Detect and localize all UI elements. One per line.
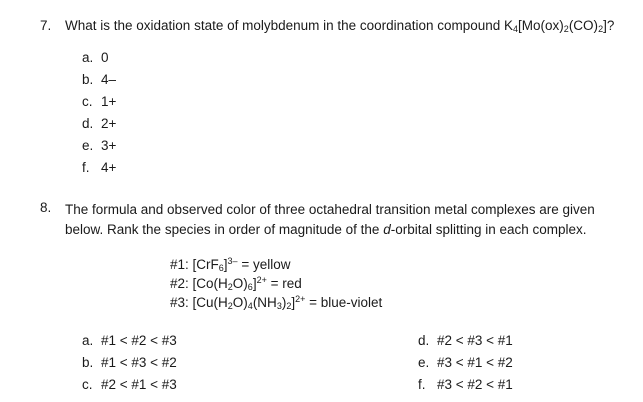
q7-option-c[interactable]: c. 1+ (82, 94, 117, 109)
species-3: #3: $[Cu(H_2O)_4(NH_3)_2]^{2+}$ = blue-violet (170, 294, 383, 311)
q8-option-e[interactable]: e. #3 < #1 < #2 (418, 355, 513, 370)
q8-option-f[interactable]: f. #3 < #2 < #1 (418, 377, 513, 392)
q7-option-e[interactable]: e. 3+ (82, 138, 117, 153)
question-number: 7. (40, 18, 52, 33)
q7-option-d[interactable]: d. 2+ (82, 116, 117, 131)
question-text: The formula and observed color of three octahedral transition metal complexes are given below. Rank the species in order of magnitude of the d-orbital splitting in each complex. (65, 202, 595, 237)
question-number: 8. (40, 200, 52, 215)
q7-option-f[interactable]: f. 4+ (82, 160, 117, 175)
question-8 (40, 200, 635, 240)
q8-option-c[interactable]: c. #2 < #1 < #3 (82, 377, 177, 392)
species-1: #1: $[CrF_6]^{3-}$ = yellow (170, 256, 291, 273)
q7-option-a[interactable]: a. 0 (82, 50, 109, 65)
q8-option-d[interactable]: d. #2 < #3 < #1 (418, 333, 513, 348)
q7-option-b[interactable]: b. 4– (82, 72, 117, 87)
species-2: #2: $[Co(H_2O)_6]^{2+}$ = red (170, 275, 302, 292)
q8-option-b[interactable]: b. #1 < #3 < #2 (82, 355, 177, 370)
question-7 (40, 18, 635, 35)
q8-option-a[interactable]: a. #1 < #2 < #3 (82, 333, 177, 348)
question-text: What is the oxidation state of molybdenum in the coordination compound $K_4[Mo(ox)_2(CO)_2]$? (65, 18, 615, 34)
